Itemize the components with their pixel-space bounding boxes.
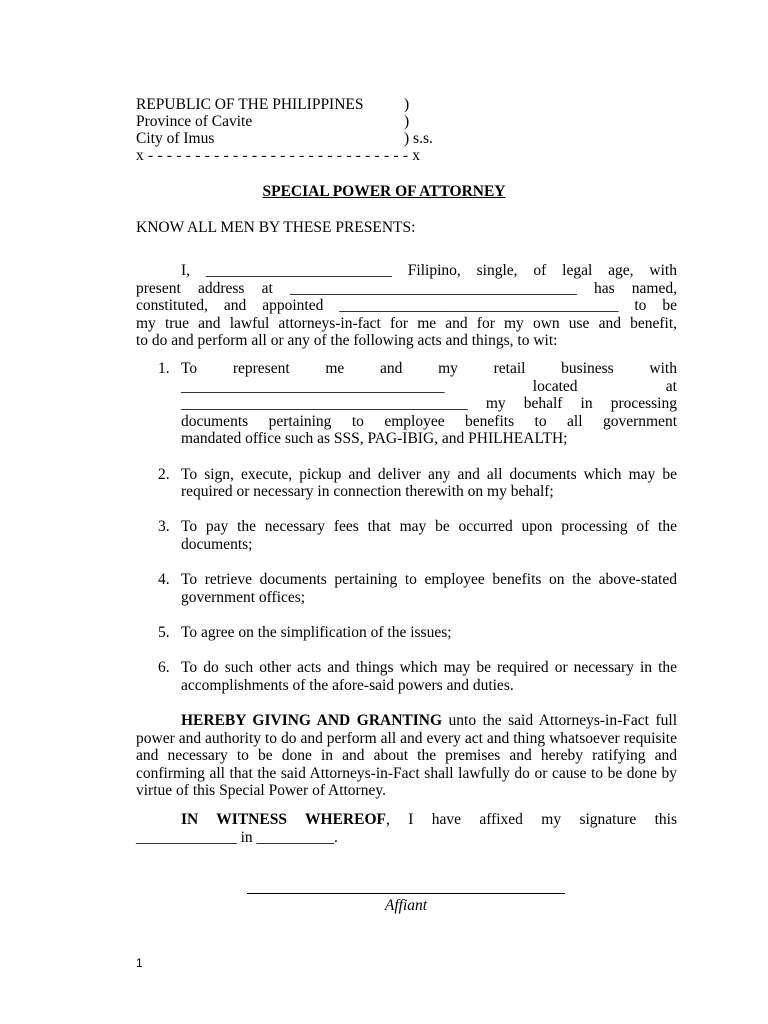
caption-paren: ) s.s. — [404, 130, 433, 147]
granting-paragraph — [136, 712, 677, 800]
witness-paragraph — [136, 811, 677, 846]
witness-line — [136, 811, 677, 829]
item-number: 4. — [158, 571, 170, 589]
list-item — [136, 571, 677, 606]
list-item — [136, 659, 677, 694]
witness-text: , I have affixed my signature this — [385, 811, 677, 828]
intro-paragraph — [136, 262, 677, 350]
item-line: mandated office such as SSS, PAG-IBIG, and PHILHEALTH; — [181, 430, 568, 448]
caption-country: REPUBLIC OF THE PHILIPPINES — [136, 96, 364, 113]
document-title: SPECIAL POWER OF ATTORNEY — [262, 183, 506, 200]
item-text: To sign, execute, pickup and deliver any and all documents which may be required or necessary in connection therewith on my behalf; — [181, 465, 677, 501]
intro-line: to do and perform all or any of the following acts and things, to wit: — [136, 332, 558, 350]
witness-heading: IN WITNESS WHEREOF — [181, 811, 386, 828]
list-item — [136, 518, 677, 553]
item-text: To retrieve documents pertaining to employee benefits on the above-stated government offices; — [181, 571, 677, 606]
list-item — [136, 360, 677, 448]
caption-city: City of Imus — [136, 130, 215, 147]
intro-line: I, ________________________ Filipino, single, of legal age, with — [181, 262, 677, 279]
case-caption — [136, 96, 456, 164]
witness-line: _____________ in __________. — [136, 828, 338, 846]
caption-divider: x - - - - - - - - - - - - - - - - - - - - - - - - - - - - x — [136, 147, 421, 164]
item-number: 1. — [158, 360, 170, 377]
page-number: 1 — [136, 956, 143, 970]
granting-text: unto the said Attorneys-in-Fact full power and authority to do and perform all and every act and thing whatsoever requisite and necessary to be done in and about the premises and hereby ratifying and confirming all that the said Attorneys-in-Fact shall lawfully do or cause to be done by virtue of this Special Power of Attorney. — [136, 712, 678, 800]
greeting: KNOW ALL MEN BY THESE PRESENTS: — [136, 219, 416, 236]
powers-list — [136, 360, 677, 712]
granting-heading: HEREBY GIVING AND GRANTING — [181, 712, 443, 729]
item-number: 2. — [158, 465, 170, 483]
item-number: 5. — [158, 623, 170, 641]
caption-row — [136, 130, 456, 147]
item-line: __________________________________ located at — [181, 377, 677, 395]
caption-province: Province of Cavite — [136, 113, 253, 130]
item-number: 3. — [158, 518, 170, 536]
item-text: To do such other acts and things which may be required or necessary in the accomplishments of the afore-said powers and duties. — [181, 659, 677, 694]
caption-row — [136, 96, 456, 113]
item-line: _____________________________________ my behalf in processing — [181, 395, 677, 413]
list-item — [136, 466, 677, 501]
intro-line: present address at _____________________________________ has named, — [136, 279, 677, 297]
intro-line: my true and lawful attorneys-in-fact for me and for my own use and benefit, — [136, 314, 677, 332]
item-line: documents pertaining to employee benefits to all government — [181, 412, 677, 430]
caption-row — [136, 113, 456, 130]
caption-paren: ) — [404, 96, 410, 113]
intro-line: constituted, and appointed ____________________________________ to be — [136, 297, 677, 315]
affiant-label: Affiant — [384, 897, 428, 914]
item-text: To agree on the simplification of the issues; — [181, 623, 452, 641]
item-line: To represent me and my retail business with — [181, 360, 677, 377]
caption-paren: ) — [404, 113, 410, 130]
item-text: To pay the necessary fees that may be occurred upon processing of the documents; — [181, 518, 677, 553]
item-number: 6. — [158, 659, 170, 677]
signature-line — [247, 893, 565, 894]
list-item — [136, 624, 677, 642]
